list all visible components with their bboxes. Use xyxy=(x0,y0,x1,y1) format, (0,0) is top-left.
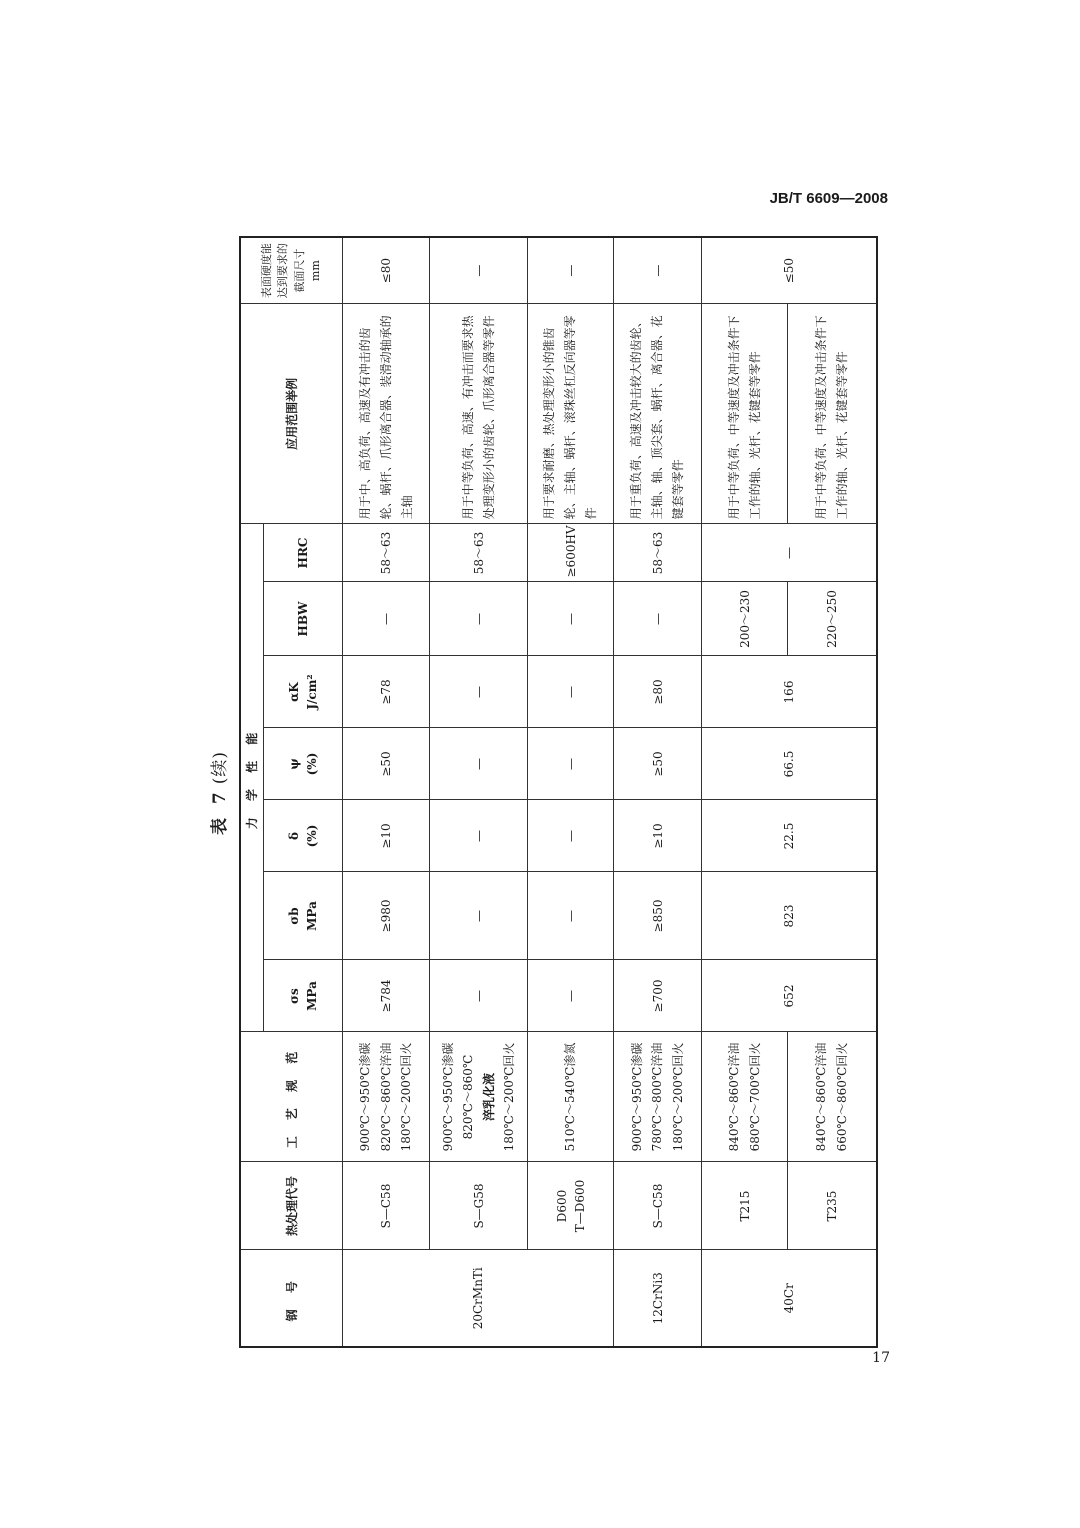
sigma-b-cell: ≥980 xyxy=(343,872,430,960)
hbw-cell: — xyxy=(528,582,614,656)
psi-cell: 66.5 xyxy=(702,728,877,800)
delta-unit: (%) xyxy=(305,824,319,848)
ht-code-line: D600 xyxy=(554,1189,569,1223)
header-delta xyxy=(264,800,343,872)
hbw-cell: 200～230 xyxy=(702,582,788,656)
delta-cell: — xyxy=(528,800,614,872)
process-line: 淬乳化液 xyxy=(481,1073,496,1122)
section-size-cell: — xyxy=(614,237,702,304)
application-cell: 用于中等负荷、中等速度及冲击条件下工作的轴、光杆、花键套等零件 xyxy=(788,304,877,524)
steel-no-cell: 20CrMnTi xyxy=(343,1250,614,1347)
ht-code-cell: T215 xyxy=(702,1162,788,1250)
process-line: 180℃～200℃回火 xyxy=(670,1042,685,1152)
ak-cell: ≥78 xyxy=(343,656,430,728)
steel-no-cell: 12CrNi3 xyxy=(614,1250,702,1347)
process-cell xyxy=(702,1032,788,1162)
table-row xyxy=(702,237,788,1347)
process-line: 820℃～860℃ xyxy=(461,1054,476,1140)
ht-code-line: T—D600 xyxy=(572,1179,587,1233)
hrc-cell: ≥600HV xyxy=(528,524,614,582)
ak-cell: ≥80 xyxy=(614,656,702,728)
ht-code-cell: S—G58 xyxy=(430,1162,528,1250)
process-cell xyxy=(343,1032,430,1162)
ht-code-cell xyxy=(528,1162,614,1250)
hbw-cell: — xyxy=(614,582,702,656)
application-cell: 用于要求耐磨、热处理变形小的锥齿轮、主轴、蜗杆、滚珠丝杠反向器等零件 xyxy=(528,304,614,524)
table-row xyxy=(343,237,430,1347)
page-number: 17 xyxy=(872,1350,890,1366)
header-section-size: 表面硬度能达到要求的截面尺寸mm xyxy=(240,237,343,304)
delta-cell: — xyxy=(430,800,528,872)
ak-cell: — xyxy=(430,656,528,728)
table-title-text: 表 7 xyxy=(209,788,230,836)
table-title xyxy=(195,238,239,1348)
sigma-b-symbol: σb xyxy=(287,907,301,925)
rotated-table-content xyxy=(195,238,849,1348)
hrc-cell: 58～63 xyxy=(614,524,702,582)
header-hrc: HRC xyxy=(264,524,343,582)
header-steel-no: 钢 号 xyxy=(240,1250,343,1347)
steel-properties-table xyxy=(239,236,878,1348)
delta-cell: 22.5 xyxy=(702,800,877,872)
hrc-cell: 58～63 xyxy=(343,524,430,582)
process-line: 900℃～950℃渗碳 xyxy=(358,1042,373,1152)
process-cell xyxy=(528,1032,614,1162)
ht-code-cell: S—C58 xyxy=(614,1162,702,1250)
application-cell: 用于中等负荷、高速、有冲击而要求热处理变形小的齿轮、爪形离合器等零件 xyxy=(430,304,528,524)
header-psi xyxy=(264,728,343,800)
sigma-b-cell: — xyxy=(528,872,614,960)
sigma-b-cell: — xyxy=(430,872,528,960)
table-title-continued: (续) xyxy=(209,751,230,785)
sigma-b-cell: ≥850 xyxy=(614,872,702,960)
section-size-cell: — xyxy=(528,237,614,304)
process-line: 510℃～540℃渗氮 xyxy=(563,1042,578,1152)
delta-cell: ≥10 xyxy=(343,800,430,872)
process-line: 840℃～860℃淬油 xyxy=(814,1042,829,1152)
header-sigma-b xyxy=(264,872,343,960)
section-size-cell: — xyxy=(430,237,528,304)
psi-cell: — xyxy=(528,728,614,800)
header-process: 工 艺 规 范 xyxy=(240,1032,343,1162)
header-ht-code: 热处理代号 xyxy=(240,1162,343,1250)
process-cell xyxy=(430,1032,528,1162)
ak-unit: J/cm² xyxy=(305,674,319,710)
rotated-table-stage xyxy=(195,238,849,1348)
application-cell: 用于重负荷、高速及冲击较大的齿轮、主轴、轴、顶尖套、蜗杆、离合器、花键套等零件 xyxy=(614,304,702,524)
sigma-s-cell: — xyxy=(430,960,528,1032)
document-code: JB/T 6609—2008 xyxy=(769,190,888,207)
process-line: 780℃～800℃淬油 xyxy=(650,1042,665,1152)
hrc-cell: — xyxy=(702,524,877,582)
process-line: 660℃～860℃回火 xyxy=(834,1042,849,1152)
sigma-s-cell: — xyxy=(528,960,614,1032)
process-line: 820℃～860℃淬油 xyxy=(378,1042,393,1152)
process-line: 680℃～700℃回火 xyxy=(747,1042,762,1152)
table-row xyxy=(614,237,702,1347)
psi-symbol: ψ xyxy=(287,758,301,770)
hbw-cell: — xyxy=(343,582,430,656)
hbw-cell: — xyxy=(430,582,528,656)
ak-cell: — xyxy=(528,656,614,728)
header-mechanical-properties: 力 学 性 能 xyxy=(240,524,264,1032)
sigma-b-unit: MPa xyxy=(305,901,319,931)
application-cell: 用于中等负荷、中等速度及冲击条件下工作的轴、光杆、花键套等零件 xyxy=(702,304,788,524)
hbw-cell: 220～250 xyxy=(788,582,877,656)
process-line: 180℃～200℃回火 xyxy=(501,1042,516,1152)
sigma-s-cell: ≥784 xyxy=(343,960,430,1032)
process-cell xyxy=(788,1032,877,1162)
delta-cell: ≥10 xyxy=(614,800,702,872)
sigma-s-symbol: σs xyxy=(287,988,301,1004)
section-size-cell: ≤80 xyxy=(343,237,430,304)
sigma-s-cell: 652 xyxy=(702,960,877,1032)
header-ak xyxy=(264,656,343,728)
process-line: 900℃～950℃渗碳 xyxy=(629,1042,644,1152)
sigma-s-unit: MPa xyxy=(305,981,319,1011)
sigma-b-cell: 823 xyxy=(702,872,877,960)
delta-symbol: δ xyxy=(287,832,301,841)
hrc-cell: 58～63 xyxy=(430,524,528,582)
sigma-s-cell: ≥700 xyxy=(614,960,702,1032)
section-size-cell: ≤50 xyxy=(702,237,877,304)
application-cell: 用于中、高负荷、高速及有冲击的齿轮、蜗杆、爪形离合器、装滑动轴承的主轴 xyxy=(343,304,430,524)
header-application: 应用范围举例 xyxy=(240,304,343,524)
psi-unit: (%) xyxy=(305,752,319,776)
table-row xyxy=(430,237,528,1347)
ht-code-cell: T235 xyxy=(788,1162,877,1250)
process-line: 180℃～200℃回火 xyxy=(399,1042,414,1152)
ak-cell: 166 xyxy=(702,656,877,728)
header-sigma-s xyxy=(264,960,343,1032)
psi-cell: — xyxy=(430,728,528,800)
process-line: 840℃～860℃淬油 xyxy=(727,1042,742,1152)
process-cell xyxy=(614,1032,702,1162)
ht-code-cell: S—C58 xyxy=(343,1162,430,1250)
psi-cell: ≥50 xyxy=(343,728,430,800)
process-line: 900℃～950℃渗碳 xyxy=(440,1042,455,1152)
steel-no-cell: 40Cr xyxy=(702,1250,877,1347)
ak-symbol: αK xyxy=(287,682,301,702)
table-row xyxy=(528,237,614,1347)
psi-cell: ≥50 xyxy=(614,728,702,800)
header-hbw: HBW xyxy=(264,582,343,656)
